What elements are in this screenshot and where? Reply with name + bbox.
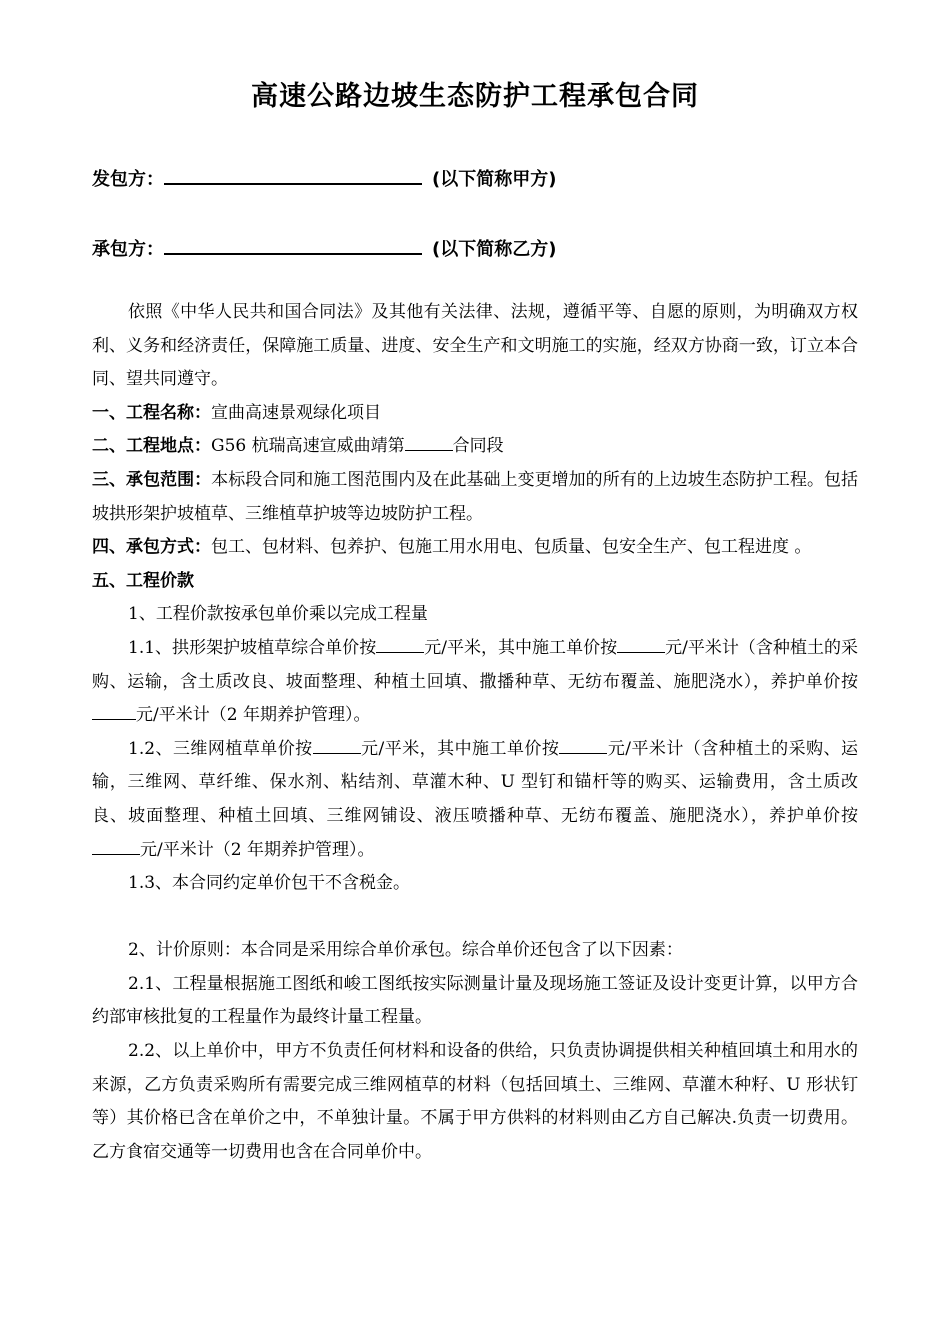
price-blank[interactable] (376, 635, 424, 653)
section-price (92, 565, 858, 599)
clause-2: 2、计价原则：本合同是采用综合单价承包。综合单价还包含了以下因素： (128, 940, 683, 961)
price-blank[interactable] (313, 736, 361, 754)
price-blank[interactable] (92, 837, 140, 855)
section-label: 五、工程价款 (92, 570, 194, 591)
clause-1-2 (92, 733, 858, 867)
contract-body (92, 296, 858, 1169)
clause-text: 1.1、拱形架护坡植草综合单价按 (128, 637, 377, 658)
clause-text: 元/平米，其中施工单价按 (424, 637, 618, 658)
page-title: 高速公路边坡生态防护工程承包合同 (251, 81, 699, 112)
contractor-label: 承包方： (92, 239, 164, 260)
section-text: G56 杭瑞高速宣威曲靖第 (211, 436, 405, 457)
clause-text: 元/平米计（2 年期养护管理）。 (136, 705, 371, 726)
preamble: 依照《中华人民共和国合同法》及其他有关法律、法规，遵循平等、自愿的原则，为明确双方权利、义务和经济责任，保障施工质量、进度、安全生产和文明施工的实施，经双方协商一致，订立本合同、望共同遵守。 (92, 302, 858, 390)
contract-section-blank[interactable] (405, 433, 453, 451)
employer-suffix: (以下简称甲方) (432, 169, 557, 190)
price-blank[interactable] (559, 736, 607, 754)
price-blank[interactable] (617, 635, 665, 653)
section-label: 三、承包范围： (92, 469, 212, 490)
clause-1: 1、工程价款按承包单价乘以完成工程量 (128, 604, 428, 625)
spacer (92, 901, 858, 935)
employer-blank[interactable] (164, 163, 422, 185)
section-label: 一、工程名称： (92, 402, 211, 423)
clause-2-1: 2.1、工程量根据施工图纸和峻工图纸按实际测量计量及现场施工签证及设计变更计算，以甲方合约部审核批复的工程量作为最终计量工程量。 (92, 973, 858, 1028)
section-method (92, 531, 858, 565)
clause-text: 元/平米计（含种植土的采购、运输，含土质改良、坡面整理、种植土回填、撒播种草、无纺布覆盖、施肥浇水），养护单价按 (92, 637, 858, 692)
contractor-suffix: (以下简称乙方) (432, 239, 557, 260)
section-text: 宣曲高速景观绿化项目 (211, 402, 381, 423)
price-blank[interactable] (92, 702, 136, 720)
clause-1-1 (92, 632, 858, 733)
contractor-line (92, 233, 556, 261)
employer-line (92, 163, 556, 191)
section-label: 二、工程地点： (92, 436, 211, 457)
contractor-blank[interactable] (164, 233, 422, 255)
section-text: 合同段 (452, 436, 504, 457)
clause-text: 1.2、三维网植草单价按 (128, 738, 313, 759)
clause-text: 元/平米，其中施工单价按 (360, 738, 560, 759)
clause-text: 元/平米计（2 年期养护管理）。 (140, 839, 375, 860)
section-project-name (92, 397, 858, 431)
section-scope (92, 464, 858, 531)
section-text: 包工、包材料、包养护、包施工用水用电、包质量、包安全生产、包工程进度 。 (211, 537, 812, 558)
clause-text: 元/平米计（含种植土的采购、运输，三维网、草纤维、保水剂、粘结剂、草灌木种、U 型钉和锚杆等的购买、运输费用，含土质改良、坡面整理、种植土回填、三维网铺设、液压喷播种草、无纺布覆盖、施肥浇水），养护单价按 (92, 738, 858, 826)
section-project-location (92, 430, 858, 464)
clause-1-3: 1.3、本合同约定单价包干不含税金。 (128, 873, 411, 894)
section-label: 四、承包方式： (92, 537, 211, 558)
employer-label: 发包方： (92, 169, 164, 190)
clause-2-2: 2.2、以上单价中，甲方不负责任何材料和设备的供给，只负责协调提供相关种植回填土和用水的来源，乙方负责采购所有需要完成三维网植草的材料（包括回填土、三维网、草灌木种籽、U 形状钉等）其价格已含在单价之中，不单独计量。不属于甲方供料的材料则由乙方自己解决.负责一切费用。乙方食宿交通等一切费用也含在合同单价中。 (92, 1041, 858, 1162)
section-text: 本标段合同和施工图范围内及在此基础上变更增加的所有的上边坡生态防护工程。包括坡拱形架护坡植草、三维植草护坡等边坡防护工程。 (92, 469, 859, 524)
